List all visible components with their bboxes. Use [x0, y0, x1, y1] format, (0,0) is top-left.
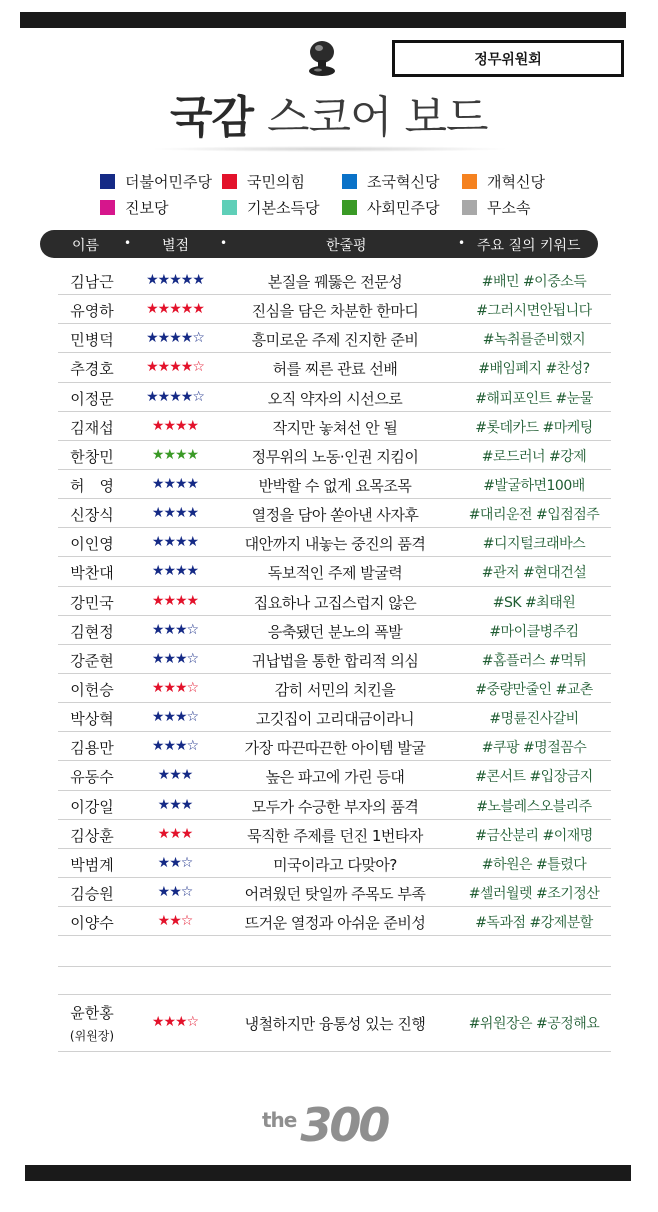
header-comment: 한줄평 — [326, 238, 367, 254]
legend-label: 사회민주당 — [367, 198, 440, 217]
one-line-review: 뜨거운 열정과 아쉬운 준비성 — [244, 914, 426, 933]
one-line-review: 열정을 담아 쏟아낸 사자후 — [251, 506, 419, 525]
legend-label: 진보당 — [125, 198, 169, 217]
member-name: 김남근 — [70, 273, 114, 291]
member-name: 김재섭 — [70, 418, 114, 437]
legend-label: 조국혁신당 — [367, 172, 440, 191]
legend-swatch — [100, 174, 115, 189]
star-rating: ★★★ — [157, 825, 193, 842]
table-row — [58, 761, 611, 790]
one-line-review: 고깃집이 고리대금이라니 — [255, 710, 415, 729]
one-line-review: 응축됐던 분노의 폭발 — [267, 622, 403, 641]
table-row — [58, 674, 611, 703]
keyword-tags: #마이클병주킴 — [489, 623, 579, 640]
table-row — [58, 353, 611, 382]
header-name: 이름 — [72, 238, 100, 254]
keyword-tags: #독과점 #강제분할 — [475, 915, 593, 932]
member-name: 신장식 — [70, 506, 114, 525]
star-rating: ★★☆ — [157, 913, 193, 930]
star-rating: ★★★☆ — [151, 679, 199, 696]
title-bold: 국감 — [170, 92, 254, 143]
member-name: 이강일 — [70, 797, 114, 816]
table-row — [58, 703, 611, 732]
keyword-tags: #금산분리 #이재명 — [475, 827, 593, 844]
logo-small: the — [262, 1108, 297, 1132]
table-row — [58, 732, 611, 761]
table-row — [58, 849, 611, 878]
one-line-review: 가장 따끈따끈한 아이템 발굴 — [244, 739, 426, 758]
star-rating: ★★★★☆ — [146, 388, 204, 405]
star-rating: ★★★☆ — [151, 738, 199, 755]
member-name: 이정문 — [70, 389, 114, 408]
one-line-review: 진심을 담은 차분한 한마디 — [251, 302, 419, 321]
table-row — [58, 645, 611, 674]
keyword-tags: #해피포인트 #눈물 — [475, 390, 593, 407]
one-line-review: 높은 파고에 가린 등대 — [265, 768, 405, 787]
legend-row — [100, 168, 580, 194]
party-legend — [100, 168, 580, 220]
one-line-review: 정무위의 노동·인권 지킴이 — [251, 447, 419, 466]
table-row — [58, 820, 611, 849]
legend-swatch — [100, 200, 115, 215]
member-name: 이헌승 — [70, 680, 114, 699]
table-row — [58, 587, 611, 616]
keyword-tags: #녹취를준비했지 — [482, 332, 586, 349]
score-table — [58, 266, 611, 936]
table-row — [58, 383, 611, 412]
keyword-tags: #배민 #이중소득 — [481, 274, 587, 290]
star-rating: ★★★★ — [151, 417, 199, 434]
member-name: 김승원 — [70, 884, 114, 903]
chair-name: 윤한홍 — [70, 1004, 114, 1022]
one-line-review: 모두가 수긍한 부자의 품격 — [251, 797, 419, 816]
keyword-tags: #노블레스오블리주 — [476, 798, 592, 815]
keyword-tags: #하원은 #틀렸다 — [481, 856, 587, 873]
one-line-review: 작지만 놓쳐선 안 될 — [272, 418, 398, 437]
blank-row — [58, 937, 611, 967]
keyword-tags: #대리운전 #입점점주 — [468, 507, 600, 524]
star-rating: ★★★★★ — [146, 301, 204, 318]
legend-label: 무소속 — [487, 198, 531, 217]
legend-item — [462, 197, 530, 218]
table-row — [58, 907, 611, 936]
chair-row — [58, 994, 611, 1052]
keyword-tags: #발굴하면100배 — [483, 477, 585, 494]
legend-label: 개혁신당 — [487, 172, 545, 191]
keyword-tags: #로드러너 #강제 — [481, 448, 587, 465]
legend-swatch — [222, 200, 237, 215]
chair-keyword: #위원장은 #공정해요 — [468, 1016, 600, 1032]
star-rating: ★★★★ — [151, 505, 199, 522]
one-line-review: 어려웠던 탓일까 주목도 부족 — [244, 884, 426, 903]
header-separator: • — [458, 236, 466, 250]
one-line-review: 감히 서민의 치킨을 — [274, 680, 396, 699]
star-rating: ★★★☆ — [151, 650, 199, 667]
table-row — [58, 412, 611, 441]
top-bar — [20, 12, 626, 28]
chair-comment: 냉철하지만 융통성 있는 진행 — [244, 1015, 426, 1033]
star-rating: ★★★ — [157, 767, 193, 784]
keyword-tags: #SK #최태원 — [492, 594, 576, 611]
table-header — [40, 230, 598, 258]
the300-logo — [262, 1092, 388, 1152]
legend-item — [100, 197, 222, 218]
member-name: 박찬대 — [70, 564, 114, 583]
star-rating: ★★★ — [157, 796, 193, 813]
table-row — [58, 616, 611, 645]
chair-role: (위원장) — [69, 1029, 115, 1043]
page-title — [170, 82, 490, 144]
header-keyword: 주요 질의 키워드 — [477, 238, 581, 254]
member-name: 박범계 — [70, 855, 114, 874]
keyword-tags: #명륜진사갈비 — [489, 711, 579, 728]
star-rating: ★★★☆ — [151, 621, 199, 638]
star-rating: ★★★★☆ — [146, 330, 204, 347]
one-line-review: 반박할 수 없게 요목조목 — [258, 476, 412, 495]
member-name: 이양수 — [70, 914, 114, 933]
keyword-tags: #콘서트 #입장금지 — [475, 769, 593, 786]
table-row — [58, 878, 611, 907]
legend-swatch — [342, 174, 357, 189]
member-name: 강민국 — [70, 593, 114, 612]
star-rating: ★★★★★ — [146, 272, 204, 288]
member-name: 김현정 — [70, 622, 114, 641]
logo-big: 300 — [300, 1098, 388, 1152]
keyword-tags: #관저 #현대건설 — [481, 565, 587, 582]
one-line-review: 귀납법을 통한 합리적 의심 — [251, 651, 419, 670]
keyword-tags: #홈플러스 #먹튀 — [481, 652, 587, 669]
legend-swatch — [462, 200, 477, 215]
keyword-tags: #디지털크래바스 — [482, 536, 586, 553]
table-row — [58, 441, 611, 470]
header-separator: • — [124, 236, 132, 250]
legend-item — [100, 171, 222, 192]
title-light: 스코어 보드 — [267, 92, 488, 143]
legend-label: 더불어민주당 — [125, 172, 212, 191]
legend-item — [462, 171, 545, 192]
legend-item — [342, 197, 462, 218]
star-rating: ★★★★ — [151, 446, 199, 463]
legend-item — [342, 171, 462, 192]
table-row — [58, 791, 611, 820]
legend-label: 기본소득당 — [247, 198, 320, 217]
one-line-review: 미국이라고 다맞아? — [273, 855, 397, 874]
star-rating: ★★★★ — [151, 475, 199, 492]
member-name: 김용만 — [70, 739, 114, 758]
one-line-review: 대안까지 내놓는 중진의 품격 — [244, 535, 426, 554]
one-line-review: 흥미로운 주제 진지한 준비 — [251, 331, 419, 350]
table-row — [58, 324, 611, 353]
star-rating: ★★★★ — [151, 563, 199, 580]
one-line-review: 본질을 꿰뚫은 전문성 — [267, 273, 403, 291]
member-name: 민병덕 — [70, 331, 114, 350]
one-line-review: 오직 약자의 시선으로 — [267, 389, 403, 408]
one-line-review: 묵직한 주제를 던진 1번타자 — [247, 826, 423, 845]
legend-swatch — [342, 200, 357, 215]
keyword-tags: #셀러월렛 #조기정산 — [468, 885, 600, 902]
pushpin-icon — [300, 38, 342, 80]
table-row — [58, 470, 611, 499]
committee-label: 정무위원회 — [392, 40, 624, 77]
member-name: 이인영 — [70, 535, 114, 554]
member-name: 박상혁 — [70, 710, 114, 729]
member-name: 김상훈 — [70, 826, 114, 845]
legend-label: 국민의힘 — [247, 172, 305, 191]
legend-item — [222, 197, 342, 218]
table-row — [58, 557, 611, 586]
keyword-tags: #그러시면안됩니다 — [476, 303, 592, 320]
bottom-bar — [25, 1165, 631, 1181]
keyword-tags: #중량만줄인 #교촌 — [475, 681, 593, 698]
star-rating: ★★☆ — [157, 883, 193, 900]
member-name: 추경호 — [70, 360, 114, 379]
header-stars: 별점 — [162, 238, 190, 254]
star-rating: ★★★★☆ — [146, 359, 204, 376]
table-row — [58, 528, 611, 557]
legend-swatch — [222, 174, 237, 189]
table-row — [58, 266, 611, 295]
member-name: 한창민 — [70, 447, 114, 466]
star-rating: ★★☆ — [157, 854, 193, 871]
chair-stars: ★★★☆ — [151, 1014, 199, 1030]
title-shadow — [150, 146, 510, 152]
legend-swatch — [462, 174, 477, 189]
member-name: 강준현 — [70, 651, 114, 670]
member-name: 허 영 — [70, 476, 114, 495]
one-line-review: 독보적인 주제 발굴력 — [267, 564, 403, 583]
header-separator: • — [220, 236, 228, 250]
blank-row — [58, 967, 611, 995]
legend-row — [100, 194, 580, 220]
star-rating: ★★★★ — [151, 534, 199, 551]
keyword-tags: #배임폐지 #찬성? — [478, 361, 590, 378]
table-row — [58, 499, 611, 528]
keyword-tags: #롯데카드 #마케팅 — [475, 419, 593, 436]
one-line-review: 집요하나 고집스럽지 않은 — [253, 593, 417, 612]
legend-item — [222, 171, 342, 192]
member-name: 유영하 — [70, 302, 114, 321]
member-name: 유동수 — [70, 768, 114, 787]
star-rating: ★★★☆ — [151, 709, 199, 726]
table-row — [58, 295, 611, 324]
one-line-review: 허를 찌른 관료 선배 — [272, 360, 398, 379]
keyword-tags: #쿠팡 #명절꼼수 — [481, 740, 587, 757]
star-rating: ★★★★ — [151, 592, 199, 609]
